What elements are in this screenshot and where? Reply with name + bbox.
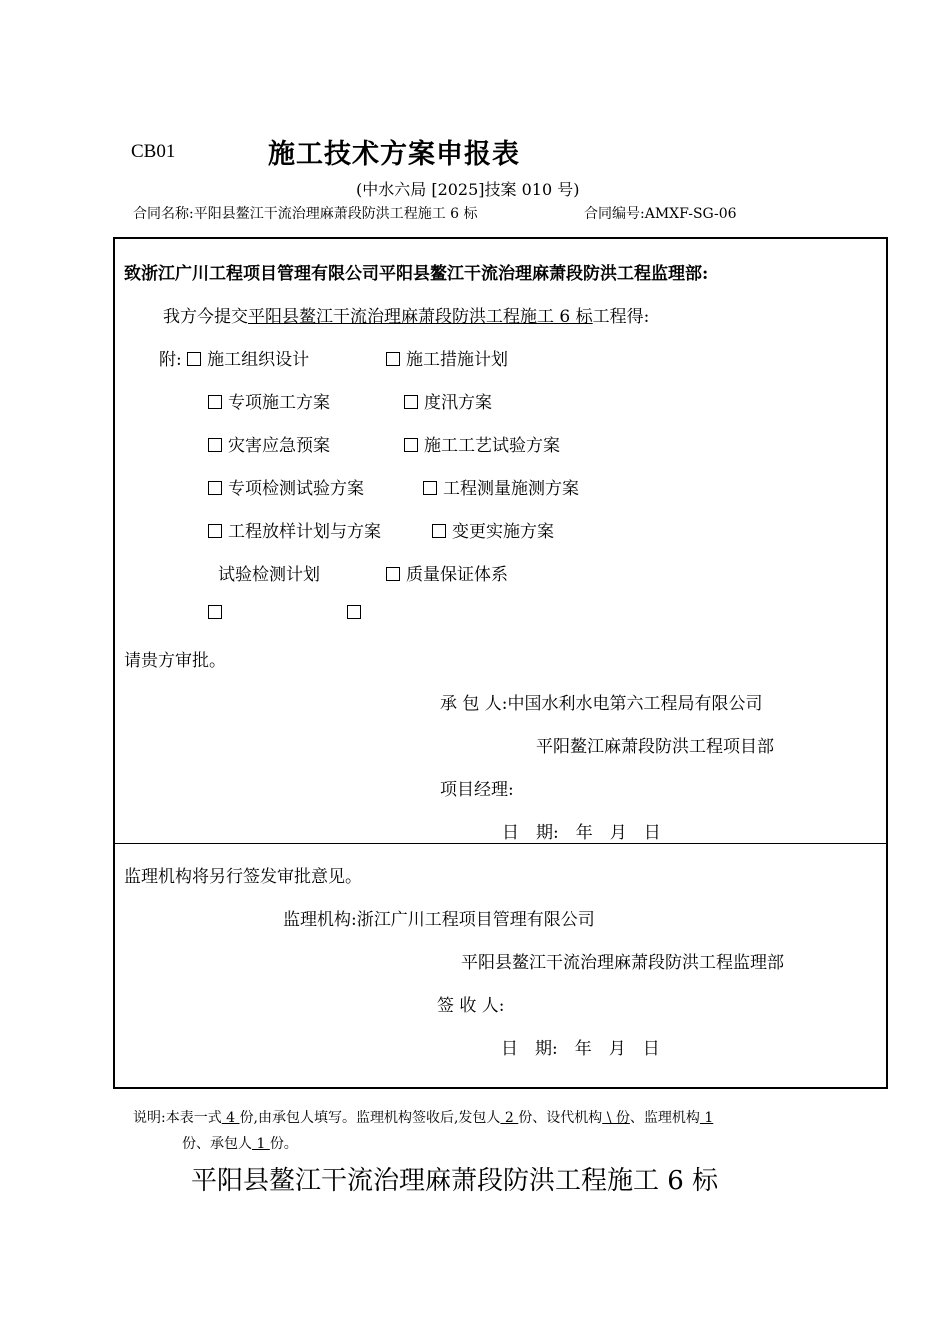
checkbox-survey-plan[interactable]: [423, 481, 437, 495]
contract-number: 合同编号:AMXF-SG-06: [584, 206, 737, 222]
checkbox-blank-1[interactable]: [208, 605, 222, 619]
intro-project-name: 平阳县鳌江干流治理麻萧段防洪工程施工 6 标: [248, 307, 593, 327]
note-text: 份、设代机构: [518, 1110, 603, 1126]
form-title: 施工技术方案申报表: [268, 139, 520, 170]
attachment-option: [218, 560, 320, 585]
note-text: 说明:本表一式: [133, 1110, 222, 1126]
option-label: 质量保证体系: [406, 565, 508, 585]
checkbox-inspection-test-plan[interactable]: [208, 481, 222, 495]
note-text: 份、承包人: [182, 1136, 252, 1152]
intro-prefix: 我方今提交: [163, 307, 248, 327]
contract-name: 合同名称:平阳县鳌江干流治理麻萧段防洪工程施工 6 标: [133, 206, 478, 222]
supervision-date: 日 期: 年 月 日: [501, 1039, 660, 1059]
checkbox-measure-plan[interactable]: [386, 352, 400, 366]
note-text: 份。: [269, 1136, 298, 1152]
option-label: 工程放样计划与方案: [228, 522, 381, 542]
note-text: 、监理机构: [629, 1110, 700, 1126]
option-label: 试验检测计划: [218, 565, 320, 585]
section-divider: [115, 843, 886, 844]
supervision-department: 平阳县鳌江干流治理麻萧段防洪工程监理部: [461, 953, 784, 973]
attachment-option: [386, 560, 508, 585]
attachment-option: [208, 431, 330, 456]
addressee: 致浙江广川工程项目管理有限公司平阳县鳌江干流治理麻萧段防洪工程监理部:: [124, 264, 709, 284]
contractor-label: 承 包 人:中国水利水电第六工程局有限公司: [440, 694, 763, 714]
checkbox-flood-plan[interactable]: [404, 395, 418, 409]
checkbox-emergency-plan[interactable]: [208, 438, 222, 452]
checkbox-layout-plan[interactable]: [208, 524, 222, 538]
option-label: 灾害应急预案: [228, 436, 330, 456]
approval-request: 请贵方审批。: [124, 651, 226, 671]
supervision-notice: 监理机构将另行签发审批意见。: [124, 867, 362, 887]
note-copies-contractor: 1: [252, 1136, 270, 1152]
attachment-option: [386, 345, 508, 370]
form-note-line-2: [182, 1133, 298, 1153]
note-copies-design: \ 份: [602, 1110, 630, 1126]
attachment-option: [347, 603, 367, 623]
option-label: 工程测量施测方案: [443, 479, 579, 499]
contractor-date: 日 期: 年 月 日: [502, 823, 661, 843]
option-label: 变更实施方案: [452, 522, 554, 542]
option-label: 度汛方案: [424, 393, 492, 413]
checkbox-quality-system[interactable]: [386, 567, 400, 581]
note-copies-owner: 2: [500, 1110, 519, 1126]
checkbox-special-plan[interactable]: [208, 395, 222, 409]
attachment-option: [208, 474, 364, 499]
option-label: 施工措施计划: [406, 350, 508, 370]
application-form-box: [113, 237, 888, 1089]
supervision-org-label: 监理机构:浙江广川工程项目管理有限公司: [283, 910, 595, 930]
receiver-label: 签 收 人:: [437, 996, 505, 1016]
attachment-option: [423, 474, 579, 499]
project-manager-label: 项目经理:: [440, 780, 514, 800]
attachment-option: [404, 388, 492, 413]
option-label: 施工组织设计: [207, 350, 310, 370]
attachment-option: [404, 431, 560, 456]
option-label: 专项施工方案: [228, 393, 330, 413]
attachment-row-1: [159, 345, 309, 370]
form-code: CB01: [131, 141, 176, 162]
attachment-option: [432, 517, 554, 542]
checkbox-construction-design[interactable]: [187, 352, 201, 366]
document-number: (中水六局 [2025]技案 010 号): [356, 180, 580, 199]
option-label: 专项检测试验方案: [228, 479, 364, 499]
footer-project-name: 平阳县鳌江干流治理麻萧段防洪工程施工 6 标: [191, 1166, 719, 1196]
form-note-line-1: [133, 1107, 713, 1127]
note-copies-supervision: 1: [699, 1110, 714, 1126]
checkbox-blank-2[interactable]: [347, 605, 361, 619]
option-label: 施工工艺试验方案: [424, 436, 560, 456]
submission-intro: [163, 302, 649, 327]
contractor-department: 平阳鳌江麻萧段防洪工程项目部: [536, 737, 774, 757]
note-text: 份,由承包人填写。监理机构签收后,发包人: [239, 1110, 501, 1126]
attachment-option: [208, 388, 330, 413]
intro-suffix: 工程得:: [592, 307, 650, 327]
note-copies-total: 4: [221, 1110, 240, 1126]
checkbox-change-plan[interactable]: [432, 524, 446, 538]
attachment-option: [208, 603, 228, 623]
attach-label: 附:: [159, 350, 182, 370]
checkbox-process-test-plan[interactable]: [404, 438, 418, 452]
attachment-option: [208, 517, 381, 542]
